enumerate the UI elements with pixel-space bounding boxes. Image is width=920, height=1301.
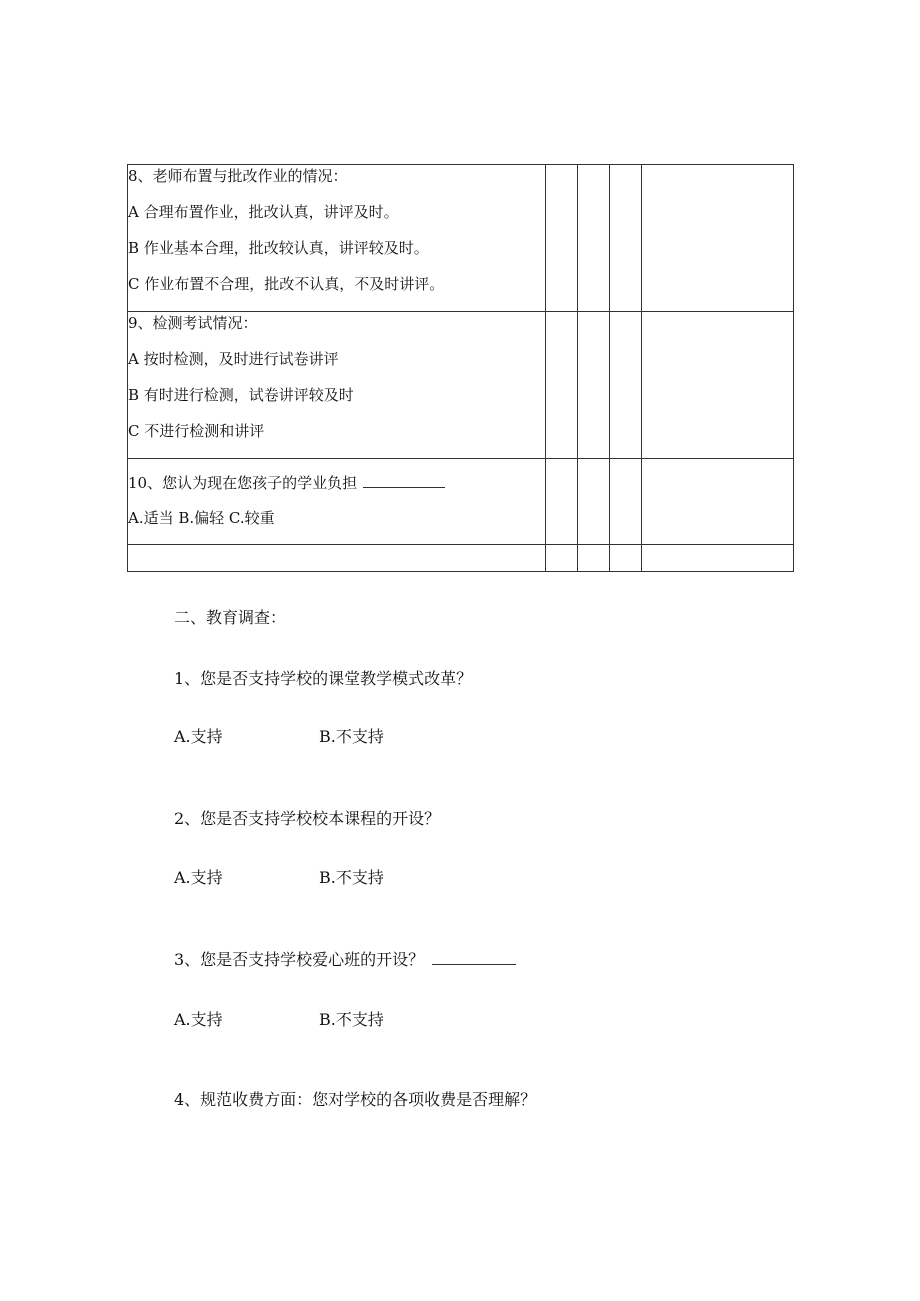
empty-cell[interactable] — [610, 545, 642, 572]
remarks-box[interactable] — [642, 459, 794, 545]
survey-question-3-line — [174, 947, 516, 970]
table-row — [128, 545, 794, 572]
empty-cell[interactable] — [578, 545, 610, 572]
answer-blank[interactable] — [363, 473, 445, 488]
empty-cell[interactable] — [642, 545, 794, 572]
q2-option-a[interactable]: A.支持 — [174, 868, 223, 887]
q3-option-a[interactable]: A.支持 — [174, 1010, 223, 1029]
question-8-title: 8、老师布置与批改作业的情况： — [128, 167, 348, 185]
question-8-option-b: B 作业基本合理，批改较认真，讲评较及时。 — [128, 239, 429, 257]
survey-question-4: 4、规范收费方面：您对学校的各项收费是否理解？ — [174, 1090, 537, 1109]
question-10-title: 10、您认为现在您孩子的学业负担 — [128, 474, 358, 492]
answer-box[interactable] — [546, 165, 578, 312]
table-row — [128, 165, 794, 312]
q1-option-b[interactable]: B.不支持 — [319, 727, 384, 746]
remarks-box[interactable] — [642, 312, 794, 459]
survey-question-2: 2、您是否支持学校校本课程的开设？ — [174, 809, 441, 828]
survey-question-3: 3、您是否支持学校爱心班的开设？ — [174, 950, 425, 969]
answer-blank[interactable] — [432, 950, 516, 965]
remarks-box[interactable] — [642, 165, 794, 312]
answer-box[interactable] — [578, 312, 610, 459]
question-9-option-a: A 按时检测，及时进行试卷讲评 — [128, 350, 339, 368]
question-cell-8 — [128, 165, 546, 312]
table-row — [128, 312, 794, 459]
question-cell-9 — [128, 312, 546, 459]
question-8-option-a: A 合理布置作业，批改认真，讲评及时。 — [128, 203, 399, 221]
question-cell-10 — [128, 459, 546, 545]
answer-box[interactable] — [610, 165, 642, 312]
empty-cell[interactable] — [546, 545, 578, 572]
answer-box[interactable] — [578, 459, 610, 545]
empty-cell[interactable] — [128, 545, 546, 572]
answer-box[interactable] — [546, 312, 578, 459]
survey-question-1: 1、您是否支持学校的课堂教学模式改革？ — [174, 669, 473, 688]
question-10-line — [128, 459, 545, 492]
answer-box[interactable] — [546, 459, 578, 545]
q2-option-b[interactable]: B.不支持 — [319, 868, 384, 887]
table-row — [128, 459, 794, 545]
section-heading: 二、教育调查： — [174, 608, 287, 627]
question-10-options: A.适当 B.偏轻 C.较重 — [128, 509, 275, 527]
answer-box[interactable] — [610, 312, 642, 459]
answer-box[interactable] — [610, 459, 642, 545]
question-9-option-b: B 有时进行检测，试卷讲评较及时 — [128, 386, 354, 404]
q1-option-a[interactable]: A.支持 — [174, 727, 223, 746]
question-9-title: 9、检测考试情况： — [128, 314, 258, 332]
question-8-option-c: C 作业布置不合理，批改不认真，不及时讲评。 — [128, 275, 445, 293]
survey-table — [127, 164, 794, 572]
answer-box[interactable] — [578, 165, 610, 312]
question-9-option-c: C 不进行检测和讲评 — [128, 422, 265, 440]
q3-option-b[interactable]: B.不支持 — [319, 1010, 384, 1029]
